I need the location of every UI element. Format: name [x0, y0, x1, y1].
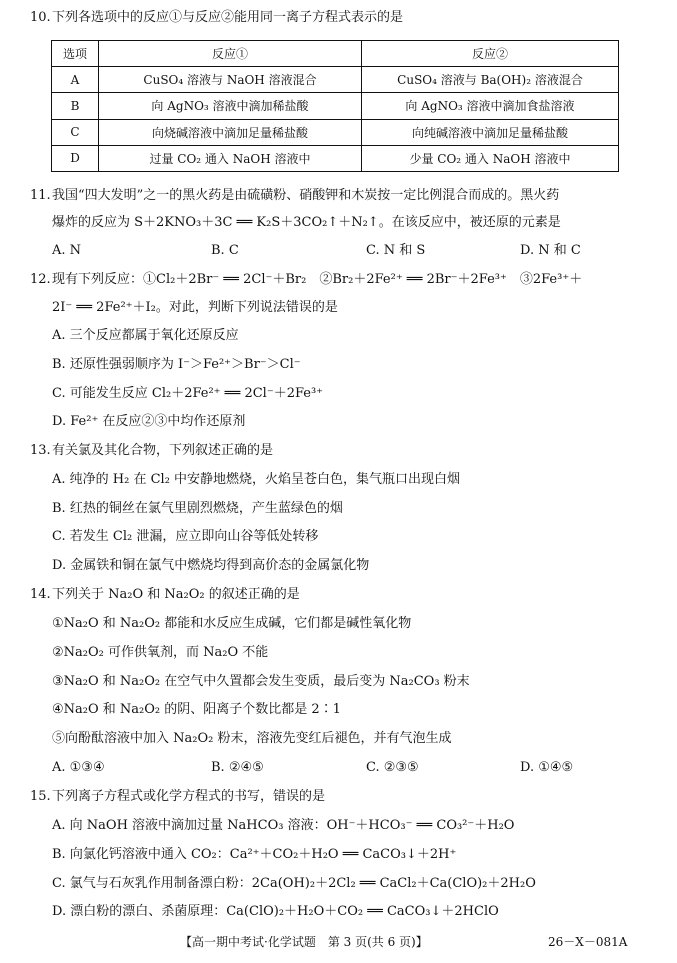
option-a[interactable]: A. ①③④ [52, 760, 105, 775]
question-stem-line: 我国“四大发明”之一的黑火药是由硫磺粉、硝酸钾和木炭按一定比例混合而成的。黑火药 [52, 188, 560, 203]
table-cell: D [52, 145, 99, 171]
table-cell: C [52, 119, 99, 145]
option-a[interactable]: A. 三个反应都属于氧化还原反应 [52, 328, 239, 343]
option-d[interactable]: D. 漂白粉的漂白、杀菌原理：Ca(ClO)₂＋H₂O＋CO₂ ══ CaCO₃↓＋2HClO [52, 904, 499, 919]
option-b[interactable]: B. 还原性强弱顺序为 I⁻＞Fe²⁺＞Br⁻＞Cl⁻ [52, 357, 301, 372]
option-c[interactable]: C. 若发生 Cl₂ 泄漏，应立即向山谷等低处转移 [52, 529, 319, 544]
table-row [52, 119, 619, 145]
option-c[interactable]: C. 氯气与石灰乳作用制备漂白粉：2Ca(OH)₂＋2Cl₂ ══ CaCl₂＋Ca(ClO)₂＋2H₂O [52, 876, 536, 891]
statement-item: ③Na₂O 和 Na₂O₂ 在空气中久置都会发生变质，最后变为 Na₂CO₃ 粉末 [52, 674, 470, 689]
option-d[interactable]: D. ①④⑤ [520, 760, 574, 775]
table-header: 反应② [362, 41, 619, 67]
table-cell: A [52, 67, 99, 93]
question-number: 12. [30, 272, 51, 287]
table-cell: 过量 CO₂ 通入 NaOH 溶液中 [99, 145, 362, 171]
footer-title: 【高一期中考试·化学试题 第 3 页(共 6 页)】 [180, 935, 428, 949]
question-number: 15. [30, 789, 51, 804]
table-header: 反应① [99, 41, 362, 67]
option-c[interactable]: C. ②③⑤ [366, 760, 419, 775]
table-row [52, 145, 619, 171]
question-stem: 下列关于 Na₂O 和 Na₂O₂ 的叙述正确的是 [52, 587, 300, 602]
option-c[interactable]: C. N 和 S [366, 243, 426, 258]
question-stem: 有关氯及其化合物，下列叙述正确的是 [52, 443, 274, 458]
option-b[interactable]: B. C [211, 243, 239, 258]
option-c[interactable]: C. 可能发生反应 Cl₂＋2Fe²⁺ ══ 2Cl⁻＋2Fe³⁺ [52, 386, 324, 401]
table-cell: 向 AgNO₃ 溶液中滴加食盐溶液 [362, 93, 619, 119]
option-a[interactable]: A. 向 NaOH 溶液中滴加过量 NaHCO₃ 溶液：OH⁻＋HCO₃⁻ ══ CO₃²⁻＋H₂O [52, 818, 515, 833]
option-b[interactable]: B. 红热的铜丝在氯气里剧烈燃烧，产生蓝绿色的烟 [52, 501, 343, 516]
table-cell: CuSO₄ 溶液与 NaOH 溶液混合 [99, 67, 362, 93]
table-cell: CuSO₄ 溶液与 Ba(OH)₂ 溶液混合 [362, 67, 619, 93]
table-cell: B [52, 93, 99, 119]
table-cell: 向 AgNO₃ 溶液中滴加稀盐酸 [99, 93, 362, 119]
table-cell: 向纯碱溶液中滴加足量稀盐酸 [362, 119, 619, 145]
question-stem-text: 2I⁻ ══ 2Fe²⁺＋I₂。对此，判断下列说法错误的是 [52, 300, 338, 315]
statement-item: ⑤向酚酞溶液中加入 Na₂O₂ 粉末，溶液先变红后褪色，并有气泡生成 [52, 731, 452, 746]
option-d[interactable]: D. N 和 C [520, 243, 581, 258]
table-header: 选项 [52, 41, 99, 67]
statement-item: ②Na₂O₂ 可作供氧剂，而 Na₂O 不能 [52, 645, 269, 660]
option-b[interactable]: B. 向氯化钙溶液中通入 CO₂：Ca²⁺＋CO₂＋H₂O ══ CaCO₃↓＋2H⁺ [52, 847, 457, 862]
statement-item: ④Na₂O 和 Na₂O₂ 的阴、阳离子个数比都是 2∶1 [52, 702, 341, 717]
option-d[interactable]: D. 金属铁和铜在氯气中燃烧均得到高价态的金属氯化物 [52, 558, 370, 573]
question-stem-line: 现有下列反应：①Cl₂＋2Br⁻ ══ 2Cl⁻＋Br₂ ②Br₂＋2Fe²⁺ ══ 2Br⁻＋2Fe³⁺ ③2Fe³⁺＋ [52, 272, 583, 287]
table-header-row [52, 41, 619, 67]
question-number: 10. [30, 10, 51, 25]
option-b[interactable]: B. ②④⑤ [211, 760, 264, 775]
footer-code: 26－X－081A [548, 935, 628, 949]
question-stem: 下列各选项中的反应①与反应②能用同一离子方程式表示的是 [52, 10, 404, 25]
question-number: 11. [30, 188, 51, 203]
question-stem-text: 爆炸的反应为 S＋2KNO₃＋3C ══ K₂S＋3CO₂↑＋N₂↑。在该反应中，被还原的元素是 [52, 215, 561, 230]
question-number: 13. [30, 443, 51, 458]
option-a[interactable]: A. N [52, 243, 82, 258]
question-number: 14. [30, 587, 51, 602]
table-row [52, 67, 619, 93]
option-d[interactable]: D. Fe²⁺ 在反应②③中均作还原剂 [52, 414, 246, 429]
reaction-table [51, 40, 619, 172]
table-row [52, 93, 619, 119]
statement-item: ①Na₂O 和 Na₂O₂ 都能和水反应生成碱，它们都是碱性氧化物 [52, 616, 412, 631]
table-cell: 少量 CO₂ 通入 NaOH 溶液中 [362, 145, 619, 171]
table-cell: 向烧碱溶液中滴加足量稀盐酸 [99, 119, 362, 145]
question-stem: 下列离子方程式或化学方程式的书写，错误的是 [52, 789, 326, 804]
option-a[interactable]: A. 纯净的 H₂ 在 Cl₂ 中安静地燃烧，火焰呈苍白色，集气瓶口出现白烟 [52, 472, 461, 487]
